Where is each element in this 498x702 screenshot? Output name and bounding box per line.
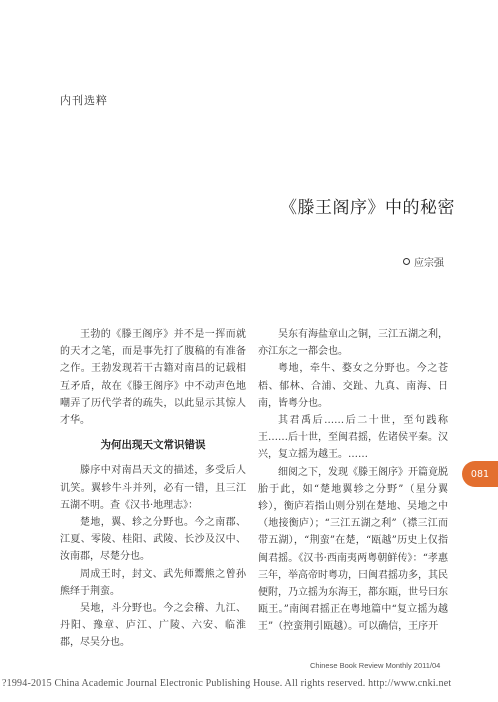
paragraph: 滕序中对南昌天文的描述，多受后人讥笑。翼轸牛斗并列，必有一错，且三江五湖不明。查《汉书·地理志》： (60, 465, 246, 511)
paragraph: 周成王时，封文、武先师鬻熊之曾孙熊绎于荆蛮。 (60, 568, 246, 597)
paragraph: 吴地，斗分野也。今之会稽、九江、丹阳、豫章、庐江、广陵、六安、临淮郡，尽吴分也。 (60, 603, 246, 649)
subheading: 为何出现天文常识错误 (100, 439, 206, 452)
section-label: 内刊选粹 (60, 94, 108, 107)
bullet-circle-icon (403, 258, 410, 265)
author-byline (403, 254, 444, 269)
author-name: 应宗强 (414, 258, 444, 269)
paragraph: 细阅之下，发现《滕王阁序》开篇竟脱胎于此，如“楚地翼轸之分野”（星分翼轸），衡庐若指山则分别在楚地、吴地之中（地接衡庐）；“三江五湖之利”（襟三江而带五湖），“荆蛮”在楚，“瓯越”历史上仅指闽君摇。《汉书·西南夷两粤朝鲜传》：“孝惠三年，举高帝时粤功，曰闽君摇功多，其民便附，乃立摇为东海王，都东瓯，世号曰东瓯王。”南闽君摇正在粤地篇中“复立摇为越王”（控蛮荆引瓯越）。可以确信，王序开 (258, 466, 448, 633)
paragraph: 吴东有海盐章山之铜，三江五湖之利，亦江东之一都会也。 (258, 329, 448, 358)
left-column (60, 326, 246, 652)
page-number-badge: 081 (462, 461, 498, 487)
article-title: 《滕王阁序》中的秘密 (280, 198, 455, 218)
copyright-footer: ?1994-2015 China Academic Journal Electronic Publishing House. All rights reserved. http://www.cnki.net (2, 678, 452, 689)
paragraph: 其君禹后……后二十世，至句践称王……后十世，至闽君摇，佐诸侯平秦。汉兴，复立摇为越王。…… (258, 415, 448, 461)
paragraph: 粤地，牵牛、婺女之分野也。今之苍梧、郁林、合浦、交趾、九真、南海、日南，皆粤分也。 (258, 363, 448, 409)
paragraph: 王勃的《滕王阁序》并不是一挥而就的天才之笔，而是事先打了腹稿的有准备之作。王勃发现若干古籍对南昌的记载相互矛盾，故在《滕王阁序》中不动声色地嘲弄了历代学者的疏失，以此显示其惊人才华。 (60, 329, 246, 427)
paragraph: 楚地，翼、轸之分野也。今之南郡、江夏、零陵、桂阳、武陵、长沙及汉中、汝南郡，尽楚分也。 (60, 517, 246, 563)
journal-footer: Chinese Book Review Monthly 2011/04 (310, 661, 441, 670)
right-column (258, 326, 448, 636)
